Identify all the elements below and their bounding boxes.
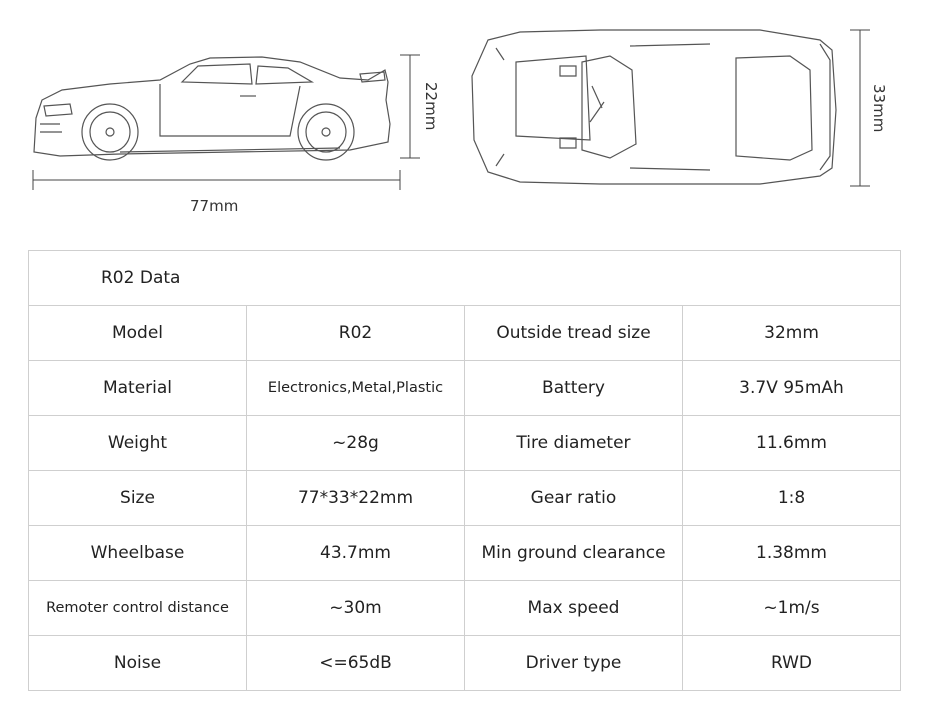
width-label: 33mm (870, 84, 888, 133)
spec-value: ~28g (247, 416, 465, 471)
car-dimension-drawing (0, 0, 937, 240)
length-dimension-line (33, 170, 400, 190)
spec-label: Tire diameter (465, 416, 683, 471)
spec-label: Driver type (465, 636, 683, 691)
spec-value: 11.6mm (683, 416, 901, 471)
table-row (29, 636, 901, 691)
height-label: 22mm (422, 82, 440, 131)
spec-value: 43.7mm (247, 526, 465, 581)
table-row (29, 361, 901, 416)
height-dimension-line (400, 55, 420, 158)
spec-value: ~30m (247, 581, 465, 636)
spec-label: Weight (29, 416, 247, 471)
spec-label: Noise (29, 636, 247, 691)
spec-value: 77*33*22mm (247, 471, 465, 526)
spec-value: RWD (683, 636, 901, 691)
table-row (29, 526, 901, 581)
table-row (29, 581, 901, 636)
spec-value: 32mm (683, 306, 901, 361)
spec-value: R02 (247, 306, 465, 361)
spec-label: Material (29, 361, 247, 416)
spec-label: Remoter control distance (29, 581, 247, 636)
spec-label: Outside tread size (465, 306, 683, 361)
table-row (29, 306, 901, 361)
spec-value: 3.7V 95mAh (683, 361, 901, 416)
table-row (29, 416, 901, 471)
spec-label: Wheelbase (29, 526, 247, 581)
spec-label: Model (29, 306, 247, 361)
spec-value: Electronics,Metal,Plastic (247, 361, 465, 416)
table-title-row (29, 251, 901, 306)
table-row (29, 471, 901, 526)
spec-value: 1.38mm (683, 526, 901, 581)
spec-value: <=65dB (247, 636, 465, 691)
width-dimension-line (850, 30, 870, 186)
length-label: 77mm (190, 197, 239, 215)
car-top-view-icon (472, 30, 836, 184)
spec-label: Gear ratio (465, 471, 683, 526)
spec-table (28, 250, 901, 691)
table-title: R02 Data (29, 251, 901, 306)
spec-value: ~1m/s (683, 581, 901, 636)
spec-label: Battery (465, 361, 683, 416)
car-side-view-icon (34, 57, 390, 160)
spec-label: Max speed (465, 581, 683, 636)
spec-label: Min ground clearance (465, 526, 683, 581)
spec-value: 1:8 (683, 471, 901, 526)
spec-label: Size (29, 471, 247, 526)
